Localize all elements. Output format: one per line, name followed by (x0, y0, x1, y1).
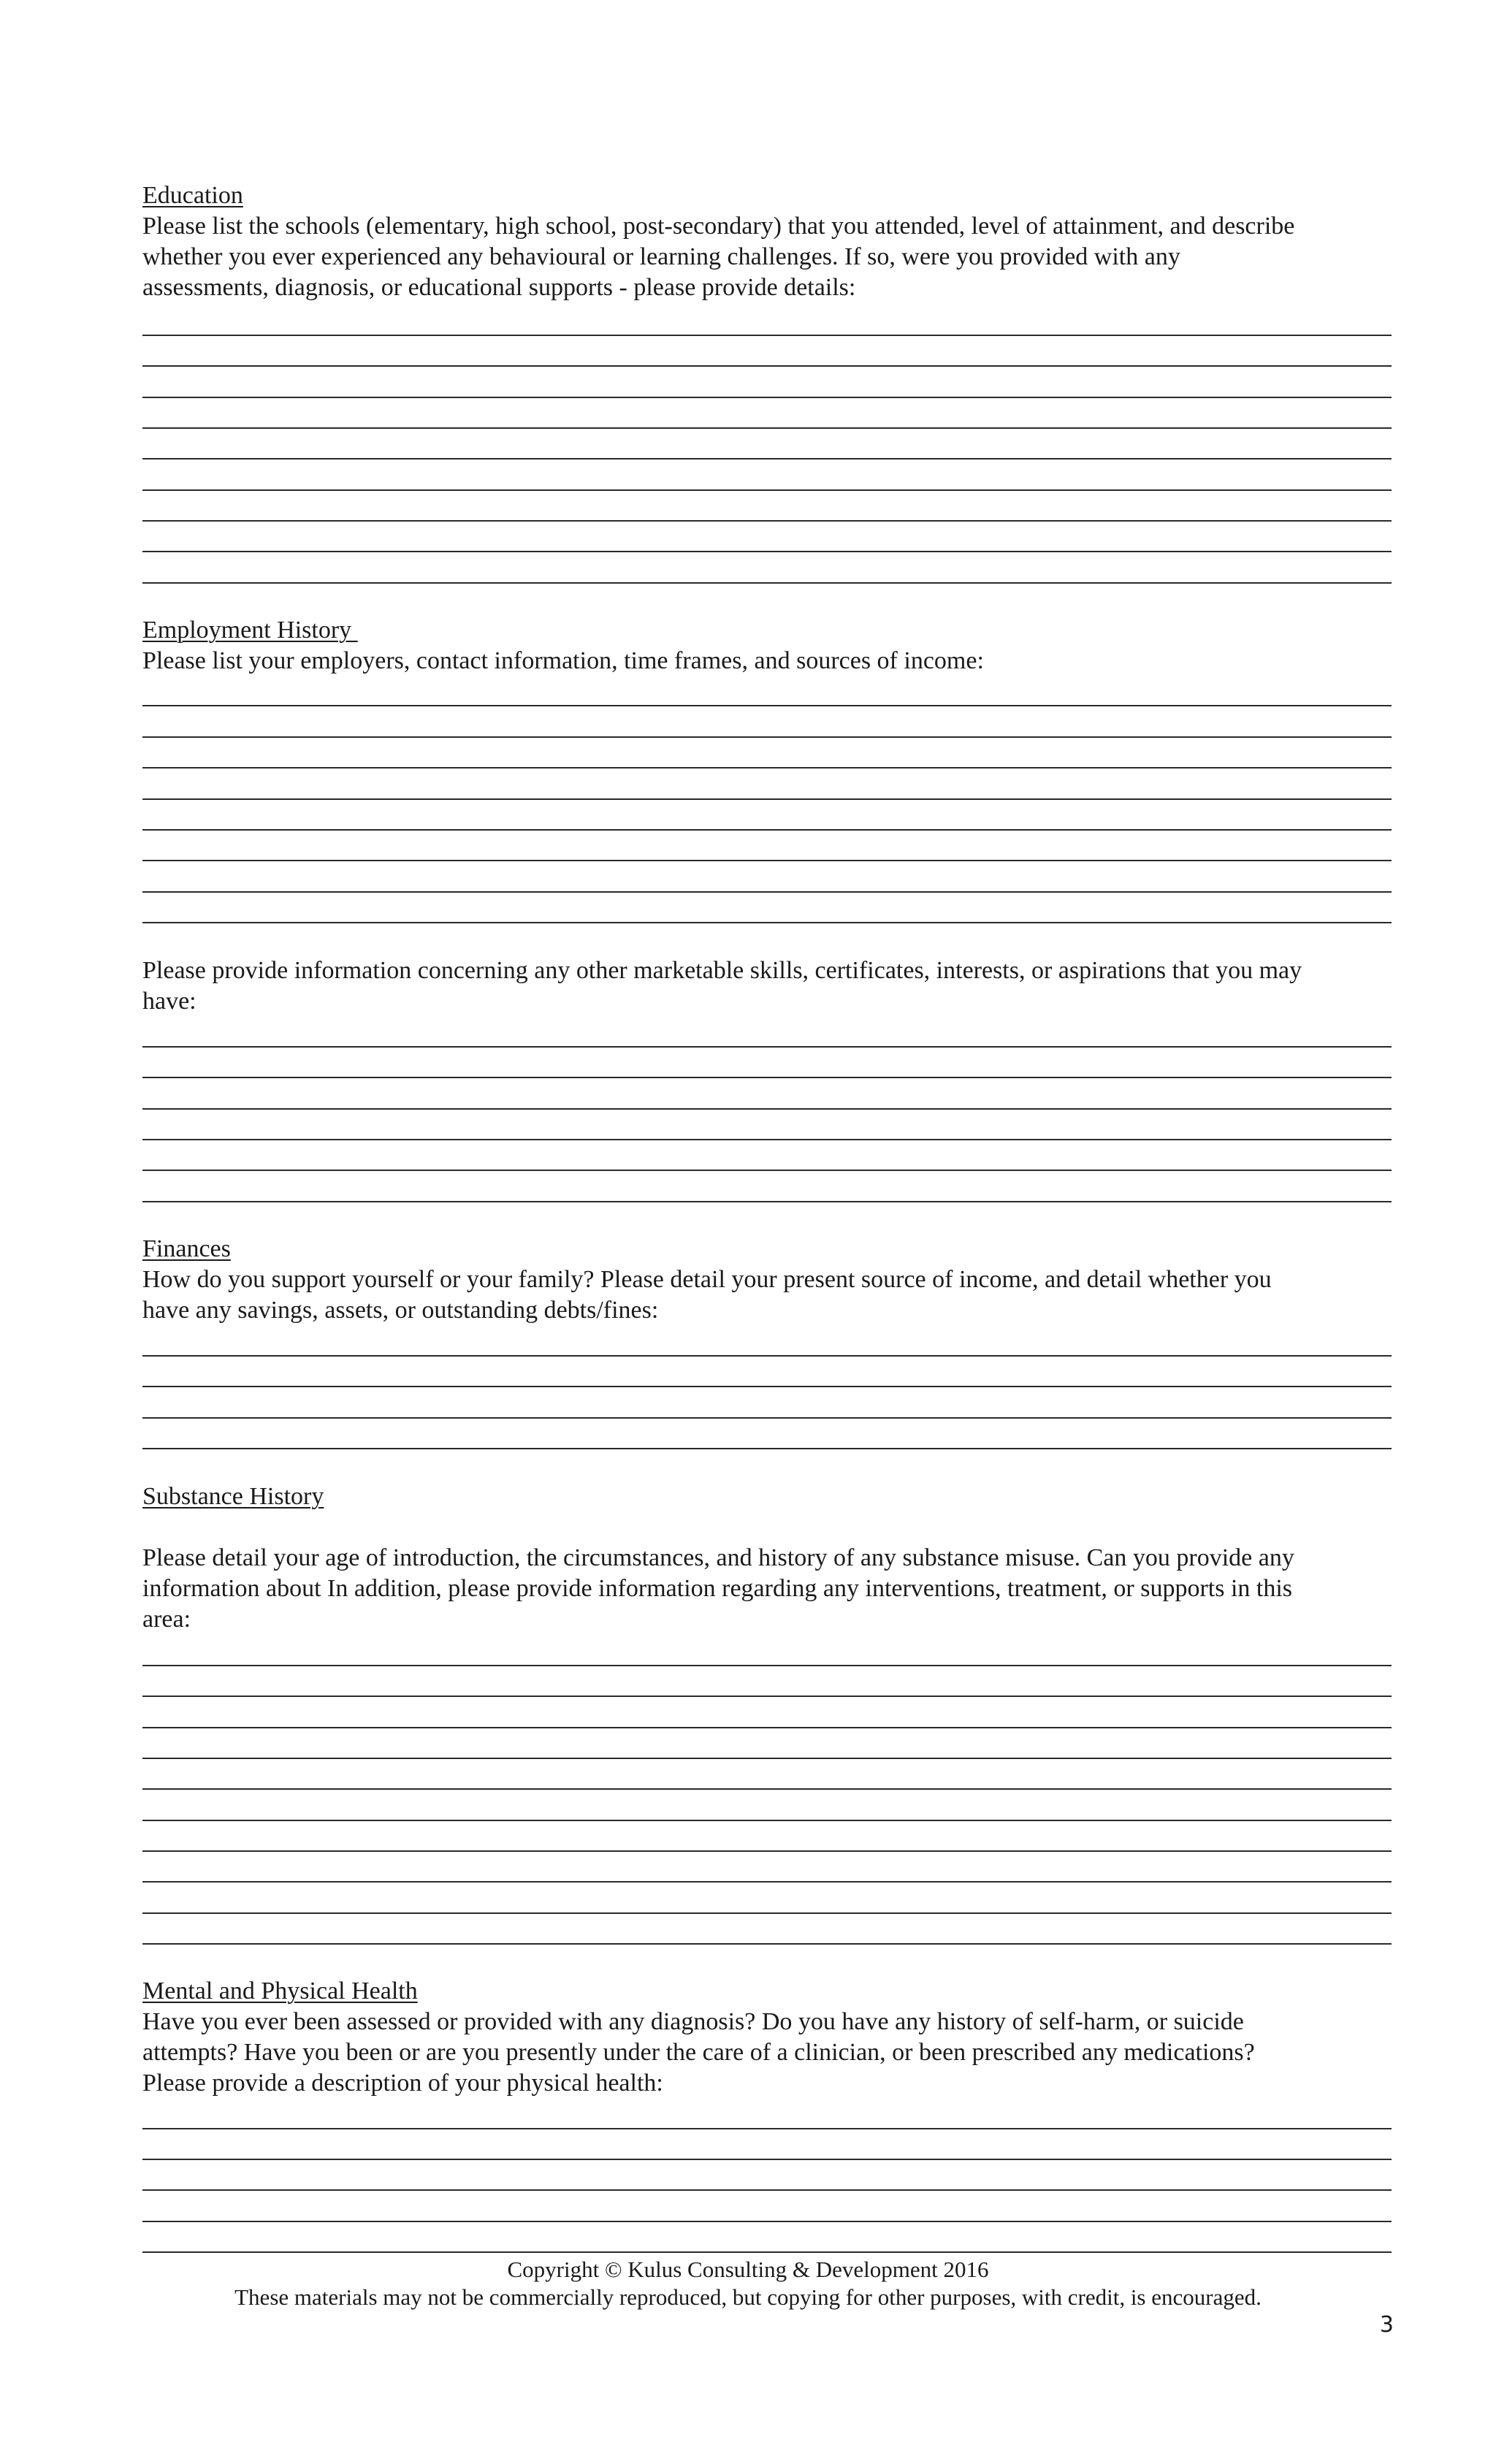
skills-answer-line[interactable] (142, 1201, 1392, 1202)
substance-answer-line[interactable] (142, 1696, 1392, 1697)
substance-answer-line[interactable] (142, 1943, 1392, 1945)
skills-answer-line[interactable] (142, 1077, 1392, 1078)
education-answer-line[interactable] (142, 520, 1392, 522)
copyright-line: Copyright © Kulus Consulting & Development 2016 (507, 2257, 989, 2282)
substance-answer-line[interactable] (142, 1758, 1392, 1759)
skills-answer-line[interactable] (142, 1046, 1392, 1048)
health-prompt-line: Have you ever been assessed or provided with any diagnosis? Do you have any history of self-harm, or suicide (142, 2008, 1244, 2035)
employment-prompt-line: Please list your employers, contact information, time frames, and sources of income: (142, 647, 984, 674)
skills-prompt-line: Please provide information concerning any other marketable skills, certificates, interests, or aspirations that you may (142, 957, 1302, 984)
substance-answer-line[interactable] (142, 1665, 1392, 1666)
education-prompt-line: Please list the schools (elementary, high school, post-secondary) that you attended, level of attainment, and describe (142, 213, 1295, 240)
substance-prompt (142, 1543, 1406, 1635)
employment-answer-line[interactable] (142, 891, 1392, 893)
education-answer-line[interactable] (142, 551, 1392, 552)
education-answer-line[interactable] (142, 427, 1392, 429)
substance-answer-line[interactable] (142, 1820, 1392, 1821)
substance-prompt-line: area: (142, 1606, 191, 1633)
substance-heading: Substance History (142, 1483, 324, 1510)
substance-answer-line[interactable] (142, 1881, 1392, 1883)
skills-answer-line[interactable] (142, 1139, 1392, 1140)
skills-prompt-line: have: (142, 988, 196, 1015)
finances-answer-line[interactable] (142, 1448, 1392, 1449)
substance-answer-line[interactable] (142, 1850, 1392, 1852)
education-prompt-line: whether you ever experienced any behavioural or learning challenges. If so, were you provided with any (142, 243, 1180, 270)
education-answer-line[interactable] (142, 397, 1392, 398)
employment-answer-line[interactable] (142, 860, 1392, 861)
education-prompt (142, 211, 1406, 303)
employment-answer-line[interactable] (142, 767, 1392, 768)
employment-answer-line[interactable] (142, 736, 1392, 738)
education-answer-line[interactable] (142, 335, 1392, 336)
health-heading: Mental and Physical Health (142, 1977, 418, 2005)
substance-answer-line[interactable] (142, 1788, 1392, 1790)
substance-answer-line[interactable] (142, 1727, 1392, 1728)
health-answer-line[interactable] (142, 2221, 1392, 2222)
education-answer-line[interactable] (142, 365, 1392, 367)
health-prompt-line: attempts? Have you been or are you presently under the care of a clinician, or been prescribed any medications? (142, 2039, 1255, 2066)
usage-notice: These materials may not be commercially reproduced, but copying for other purposes, with credit, is encouraged. (234, 2284, 1262, 2310)
substance-prompt-line: information about In addition, please provide information regarding any interventions, treatment, or supports in this (142, 1575, 1293, 1602)
employment-heading: Employment History (142, 617, 358, 644)
employment-prompt (142, 646, 1406, 676)
education-answer-line[interactable] (142, 489, 1392, 491)
employment-answer-line[interactable] (142, 829, 1392, 831)
substance-prompt-line: Please detail your age of introduction, the circumstances, and history of any substance misuse. Can you provide any (142, 1544, 1294, 1571)
finances-prompt-line: have any savings, assets, or outstanding debts/fines: (142, 1297, 659, 1324)
substance-answer-line[interactable] (142, 1912, 1392, 1914)
page-number: 3 (1379, 2312, 1394, 2338)
skills-answer-line[interactable] (142, 1170, 1392, 1171)
health-prompt-line: Please provide a description of your physical health: (142, 2070, 663, 2097)
finances-answer-line[interactable] (142, 1417, 1392, 1419)
employment-answer-line[interactable] (142, 798, 1392, 800)
employment-answer-line[interactable] (142, 705, 1392, 706)
health-answer-line[interactable] (142, 2128, 1392, 2129)
education-heading: Education (142, 182, 243, 209)
skills-prompt (142, 956, 1406, 1017)
education-answer-line[interactable] (142, 458, 1392, 459)
employment-answer-line[interactable] (142, 922, 1392, 923)
finances-answer-line[interactable] (142, 1386, 1392, 1387)
education-prompt-line: assessments, diagnosis, or educational supports - please provide details: (142, 274, 856, 301)
finances-prompt-line: How do you support yourself or your family? Please detail your present source of income, and detail whether you (142, 1266, 1272, 1293)
health-prompt (142, 2007, 1406, 2099)
finances-prompt (142, 1265, 1406, 1326)
education-answer-line[interactable] (142, 582, 1392, 584)
skills-answer-line[interactable] (142, 1108, 1392, 1110)
health-answer-line[interactable] (142, 2251, 1392, 2253)
health-answer-line[interactable] (142, 2159, 1392, 2160)
finances-answer-line[interactable] (142, 1355, 1392, 1357)
finances-heading: Finances (142, 1235, 231, 1262)
health-answer-line[interactable] (142, 2189, 1392, 2191)
